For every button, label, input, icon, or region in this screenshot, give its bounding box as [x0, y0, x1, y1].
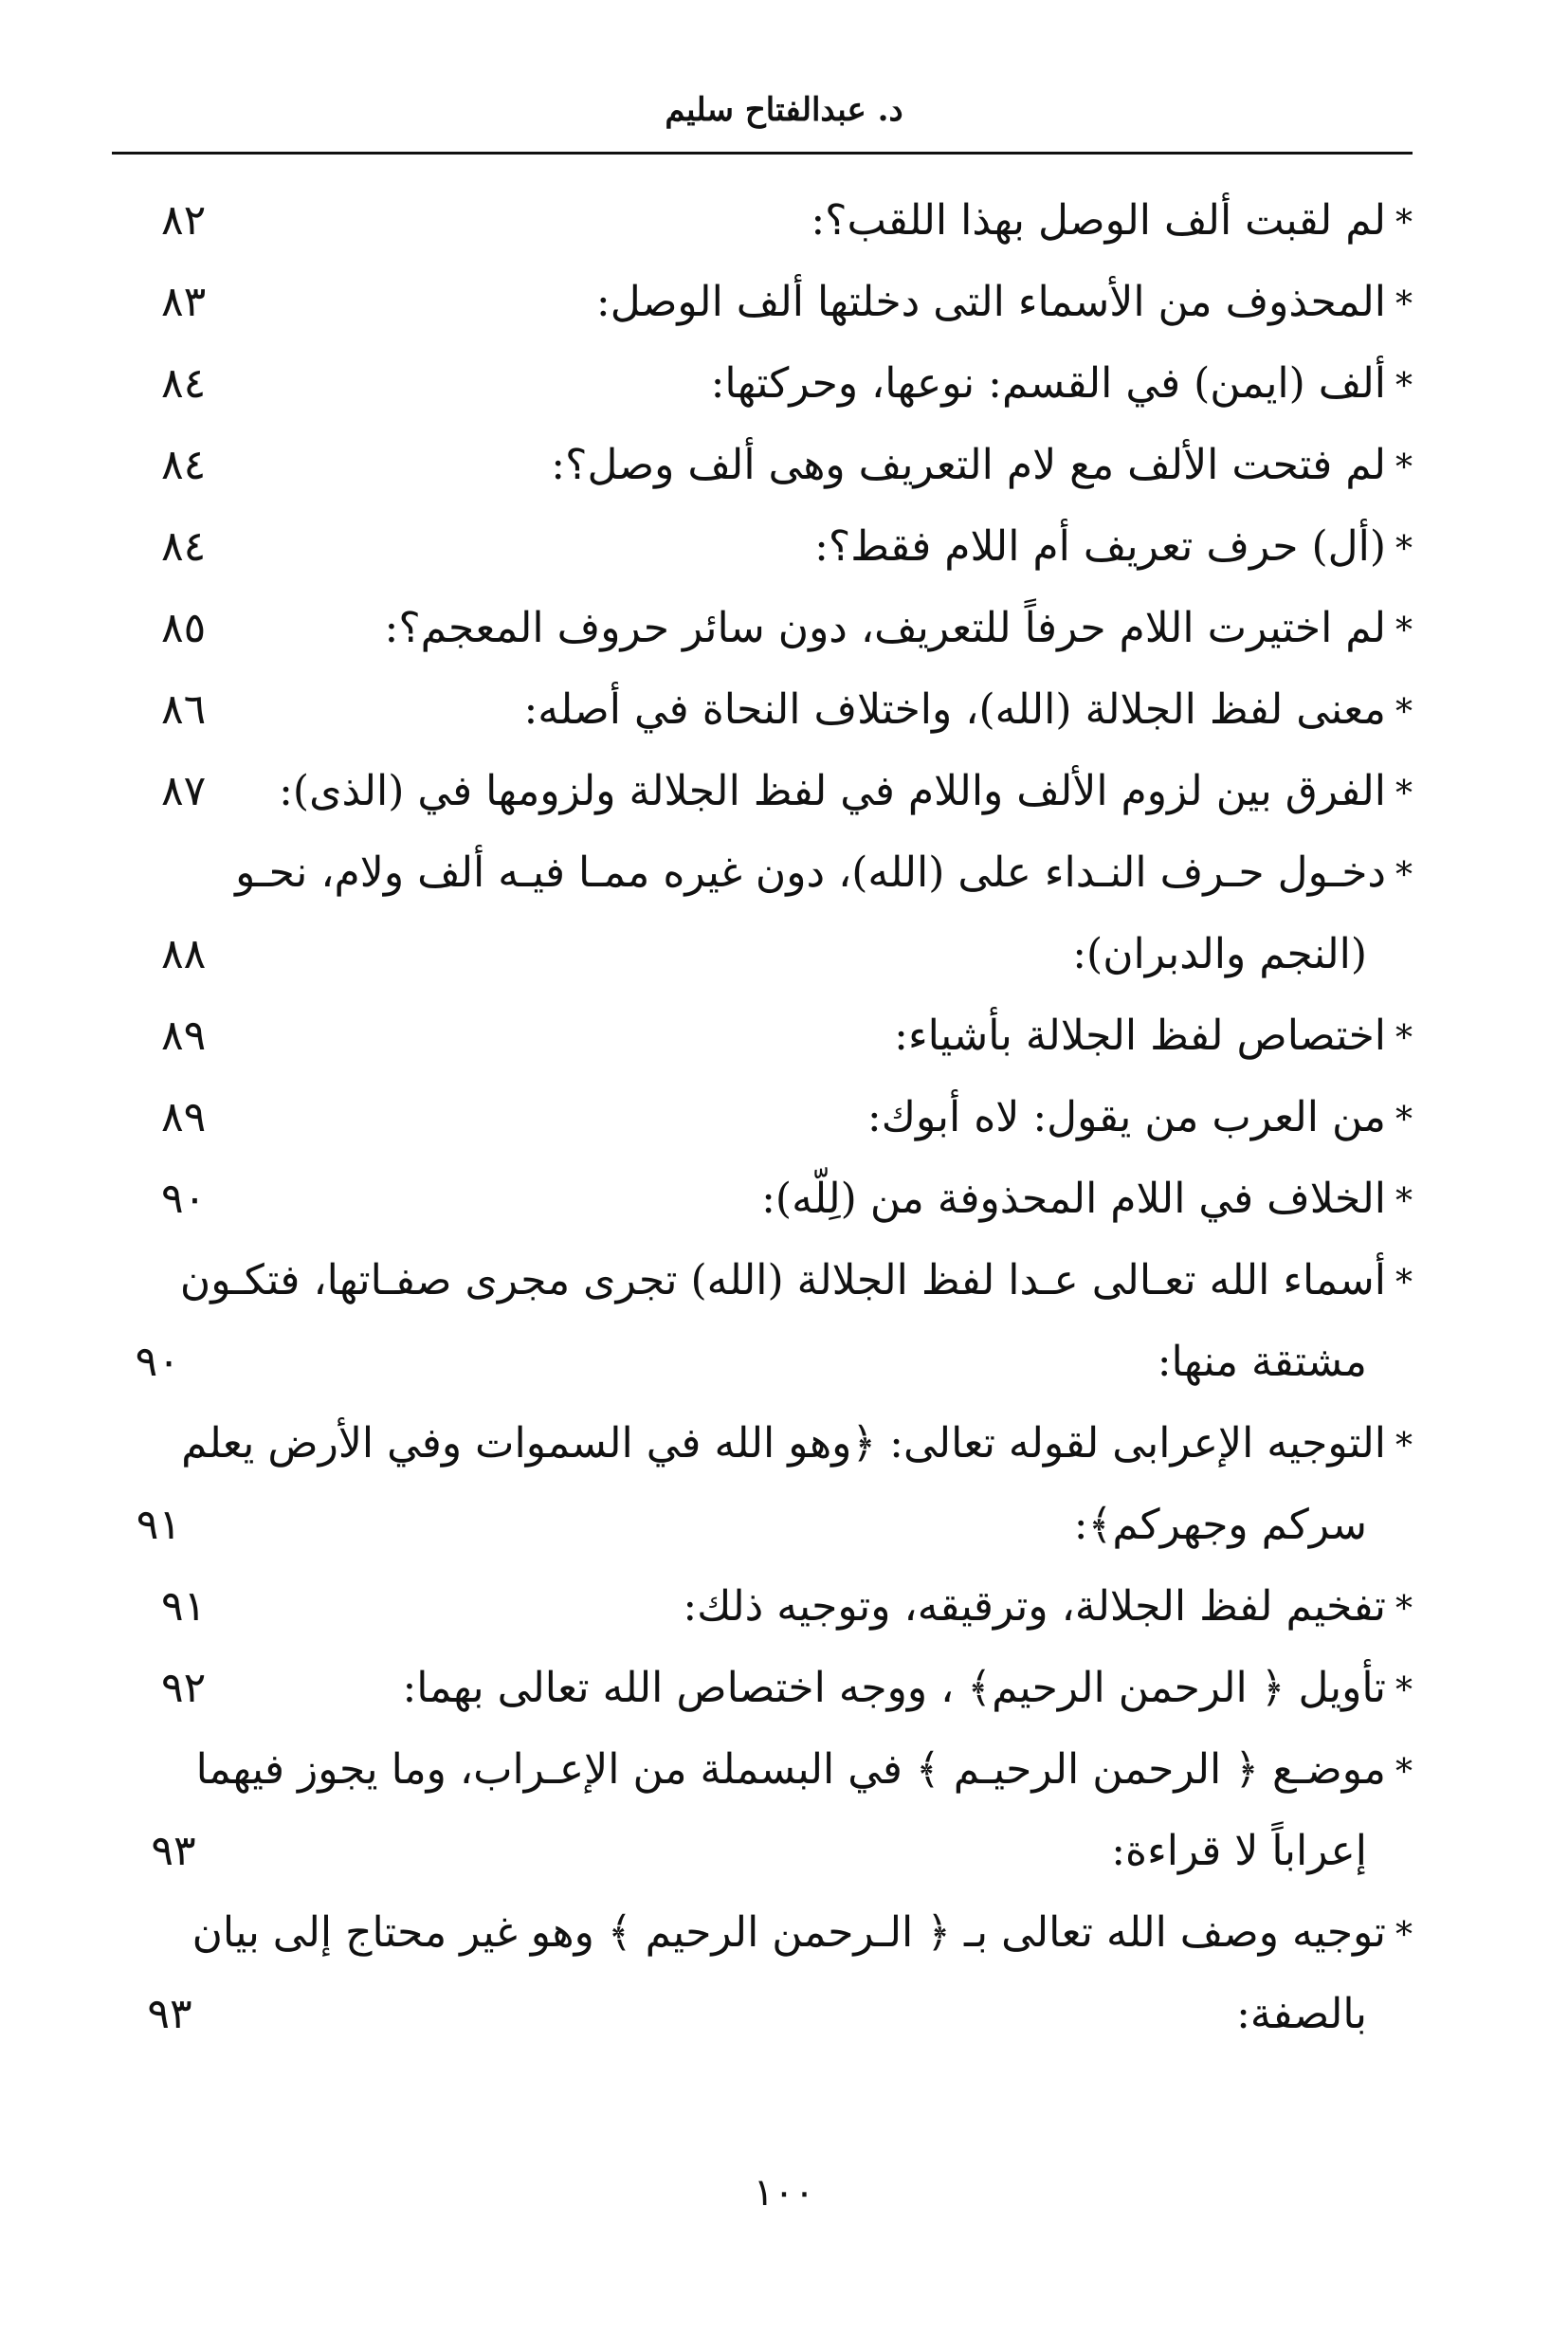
- toc-page-number: ٨٢: [161, 196, 207, 245]
- header-rule: [112, 152, 1413, 155]
- toc-entry-continuation: [196, 1811, 1413, 1892]
- toc-page-number: ٩٠: [161, 1175, 207, 1223]
- toc-entry: [142, 1566, 1413, 1648]
- toc-entry-text: [294, 1077, 1413, 1158]
- asterisk-bullet-icon: *: [1395, 1671, 1413, 1710]
- toc-page-number: ٨٤: [161, 359, 207, 408]
- toc-entry-text: [294, 1566, 1413, 1648]
- asterisk-bullet-icon: *: [1395, 1753, 1413, 1792]
- toc-page-number: ٨٩: [161, 1012, 207, 1060]
- asterisk-bullet-icon: *: [1395, 1182, 1413, 1221]
- toc-entry-continuation: [192, 1974, 1413, 2055]
- toc-entry-title: [294, 425, 1413, 506]
- toc-entry-text: [294, 180, 1413, 262]
- asterisk-bullet-icon: *: [1395, 204, 1413, 243]
- toc-entry-continuation: [180, 1322, 1413, 1403]
- toc-entry-title: [294, 588, 1413, 669]
- toc-entry: [142, 425, 1413, 506]
- toc-page-number: ٨٦: [161, 685, 207, 734]
- toc-line-text: تفخيم لفظ الجلالة، وترقيقه، وتوجيه ذلك:: [683, 1582, 1386, 1631]
- toc-line-text: لم لقبت ألف الوصل بهذا اللقب؟:: [811, 196, 1386, 245]
- toc-page-number: ٨٣: [161, 278, 207, 326]
- toc-entry-text: [294, 1648, 1413, 1729]
- toc-entry-text: [181, 1403, 1413, 1566]
- toc-line-text: موضـع ﴿ الرحمن الرحيـم ﴾ في البسملة من الإعـراب، وما يجوز فيهما: [195, 1745, 1386, 1794]
- toc-entry: [142, 1729, 1413, 1892]
- toc-line-text: دخـول حـرف النـداء على (الله)، دون غيره ممـا فيـه ألف ولام، نحـو: [235, 848, 1386, 897]
- toc-line-text: المحذوف من الأسماء التى دخلتها ألف الوصل:: [595, 278, 1386, 326]
- toc-line-text: معنى لفظ الجلالة (الله)، واختلاف النحاة في أصله:: [523, 685, 1386, 734]
- toc-entry-title: [294, 1077, 1413, 1158]
- asterisk-bullet-icon: *: [1395, 1427, 1413, 1466]
- toc-page-number: ٩٢: [161, 1664, 207, 1712]
- toc-entry-text: [294, 995, 1413, 1077]
- toc-line-text: من العرب من يقول: لاه أبوك:: [866, 1093, 1386, 1141]
- toc-entry: [142, 832, 1413, 995]
- toc-line-text: تأويل ﴿ الرحمن الرحيم﴾ ، ووجه اختصاص الله تعالى بهما:: [402, 1664, 1386, 1712]
- toc-line-text: الخلاف في اللام المحذوفة من (لِلّه):: [761, 1175, 1386, 1223]
- toc-entry-title: [235, 832, 1413, 914]
- asterisk-bullet-icon: *: [1395, 693, 1413, 732]
- toc-line-text: ألف (ايمن) في القسم: نوعها، وحركتها:: [710, 359, 1386, 408]
- toc-entry: [142, 180, 1413, 262]
- toc-entry-text: [192, 1892, 1413, 2055]
- toc-page-number: ٨٥: [161, 604, 207, 652]
- toc-entry-text: [294, 262, 1413, 343]
- asterisk-bullet-icon: *: [1395, 530, 1413, 569]
- toc-line-text: (أل) حرف تعريف أم اللام فقط؟:: [814, 522, 1386, 571]
- asterisk-bullet-icon: *: [1395, 367, 1413, 406]
- toc-entry-text: [294, 506, 1413, 588]
- toc-entry-title: [294, 1158, 1413, 1240]
- toc-entry-text: [294, 425, 1413, 506]
- asterisk-bullet-icon: *: [1395, 856, 1413, 895]
- toc-line-text: توجيه وصف الله تعالى بـ ﴿ الـرحمن الرحيم ﴾ وهو غير محتاج إلى بيان: [191, 1908, 1386, 1957]
- toc-page-number: ٩١: [136, 1501, 182, 1549]
- toc-line-text: لم اختيرت اللام حرفاً للتعريف، دون سائر حروف المعجم؟:: [384, 604, 1386, 652]
- toc-entry: [142, 262, 1413, 343]
- toc-page-number: ٨٤: [161, 441, 207, 489]
- toc-entry-text: [294, 343, 1413, 425]
- toc-entry: [142, 1648, 1413, 1729]
- toc-entry: [136, 1403, 1413, 1566]
- table-of-contents: [135, 180, 1413, 2055]
- toc-entry-title: [294, 669, 1413, 751]
- toc-entry-title: [279, 751, 1413, 832]
- toc-page-number: ٩٣: [151, 1827, 196, 1875]
- toc-entry-continuation: [181, 1485, 1413, 1566]
- toc-page-number: ٨٧: [161, 767, 207, 815]
- toc-entry-continuation: [235, 914, 1413, 995]
- toc-entry-title: [181, 1403, 1413, 1485]
- toc-entry: [142, 506, 1413, 588]
- toc-entry-title: [294, 180, 1413, 262]
- toc-entry-text: [294, 669, 1413, 751]
- toc-line-text: (النجم والدبران):: [1072, 930, 1367, 978]
- toc-entry-text: [279, 751, 1413, 832]
- toc-entry: [142, 343, 1413, 425]
- toc-entry: [142, 995, 1413, 1077]
- toc-line-text: اختصاص لفظ الجلالة بأشياء:: [894, 1012, 1386, 1060]
- toc-entry: [142, 588, 1413, 669]
- toc-entry-title: [294, 343, 1413, 425]
- toc-entry: [142, 1077, 1413, 1158]
- toc-page-number: ٩٣: [147, 1990, 192, 2038]
- toc-line-text: لم فتحت الألف مع لام التعريف وهى ألف وصل؟:: [551, 441, 1386, 489]
- toc-entry: [135, 1240, 1413, 1403]
- asterisk-bullet-icon: *: [1395, 1590, 1413, 1629]
- asterisk-bullet-icon: *: [1395, 1101, 1413, 1140]
- page-number: ١٠٠: [753, 2171, 815, 2215]
- toc-entry-title: [294, 995, 1413, 1077]
- toc-entry-text: [294, 588, 1413, 669]
- asterisk-bullet-icon: *: [1395, 448, 1413, 487]
- toc-entry: [142, 1892, 1413, 2055]
- toc-entry-text: [196, 1729, 1413, 1892]
- toc-entry-title: [180, 1240, 1413, 1322]
- toc-entry-title: [294, 1566, 1413, 1648]
- asterisk-bullet-icon: *: [1395, 1264, 1413, 1303]
- asterisk-bullet-icon: *: [1395, 285, 1413, 324]
- toc-line-text: سركم وجهركم﴾:: [1073, 1501, 1367, 1549]
- toc-entry: [142, 669, 1413, 751]
- toc-line-text: الفرق بين لزوم الألف واللام في لفظ الجلالة ولزومها في (الذى):: [279, 767, 1386, 815]
- asterisk-bullet-icon: *: [1395, 775, 1413, 813]
- toc-entry-text: [180, 1240, 1413, 1403]
- toc-entry: [142, 1158, 1413, 1240]
- toc-line-text: مشتقة منها:: [1157, 1338, 1367, 1386]
- toc-page-number: ٩٠: [135, 1338, 180, 1386]
- toc-page-number: ٨٤: [161, 522, 207, 571]
- asterisk-bullet-icon: *: [1395, 1019, 1413, 1058]
- toc-entry-title: [294, 262, 1413, 343]
- asterisk-bullet-icon: *: [1395, 1916, 1413, 1955]
- toc-entry-title: [294, 1648, 1413, 1729]
- toc-entry-text: [294, 1158, 1413, 1240]
- toc-entry-title: [192, 1892, 1413, 1974]
- toc-line-text: إعراباً لا قراءة:: [1111, 1827, 1367, 1875]
- toc-line-text: أسماء الله تعـالى عـدا لفظ الجلالة (الله) تجرى مجرى صفـاتها، فتكـون: [179, 1256, 1386, 1304]
- toc-page-number: ٩١: [161, 1582, 207, 1631]
- running-head-author: د. عبدالفتاح سليم: [665, 91, 903, 129]
- toc-entry-title: [294, 506, 1413, 588]
- toc-page-number: ٨٨: [161, 930, 207, 978]
- toc-line-text: التوجيه الإعرابى لقوله تعالى: ﴿وهو الله في السموات وفي الأرض يعلم: [181, 1419, 1386, 1468]
- toc-page-number: ٨٩: [161, 1093, 207, 1141]
- toc-line-text: بالصفة:: [1236, 1990, 1367, 2038]
- toc-entry: [142, 751, 1413, 832]
- toc-entry-text: [235, 832, 1413, 995]
- toc-entry-title: [196, 1729, 1413, 1811]
- asterisk-bullet-icon: *: [1395, 611, 1413, 650]
